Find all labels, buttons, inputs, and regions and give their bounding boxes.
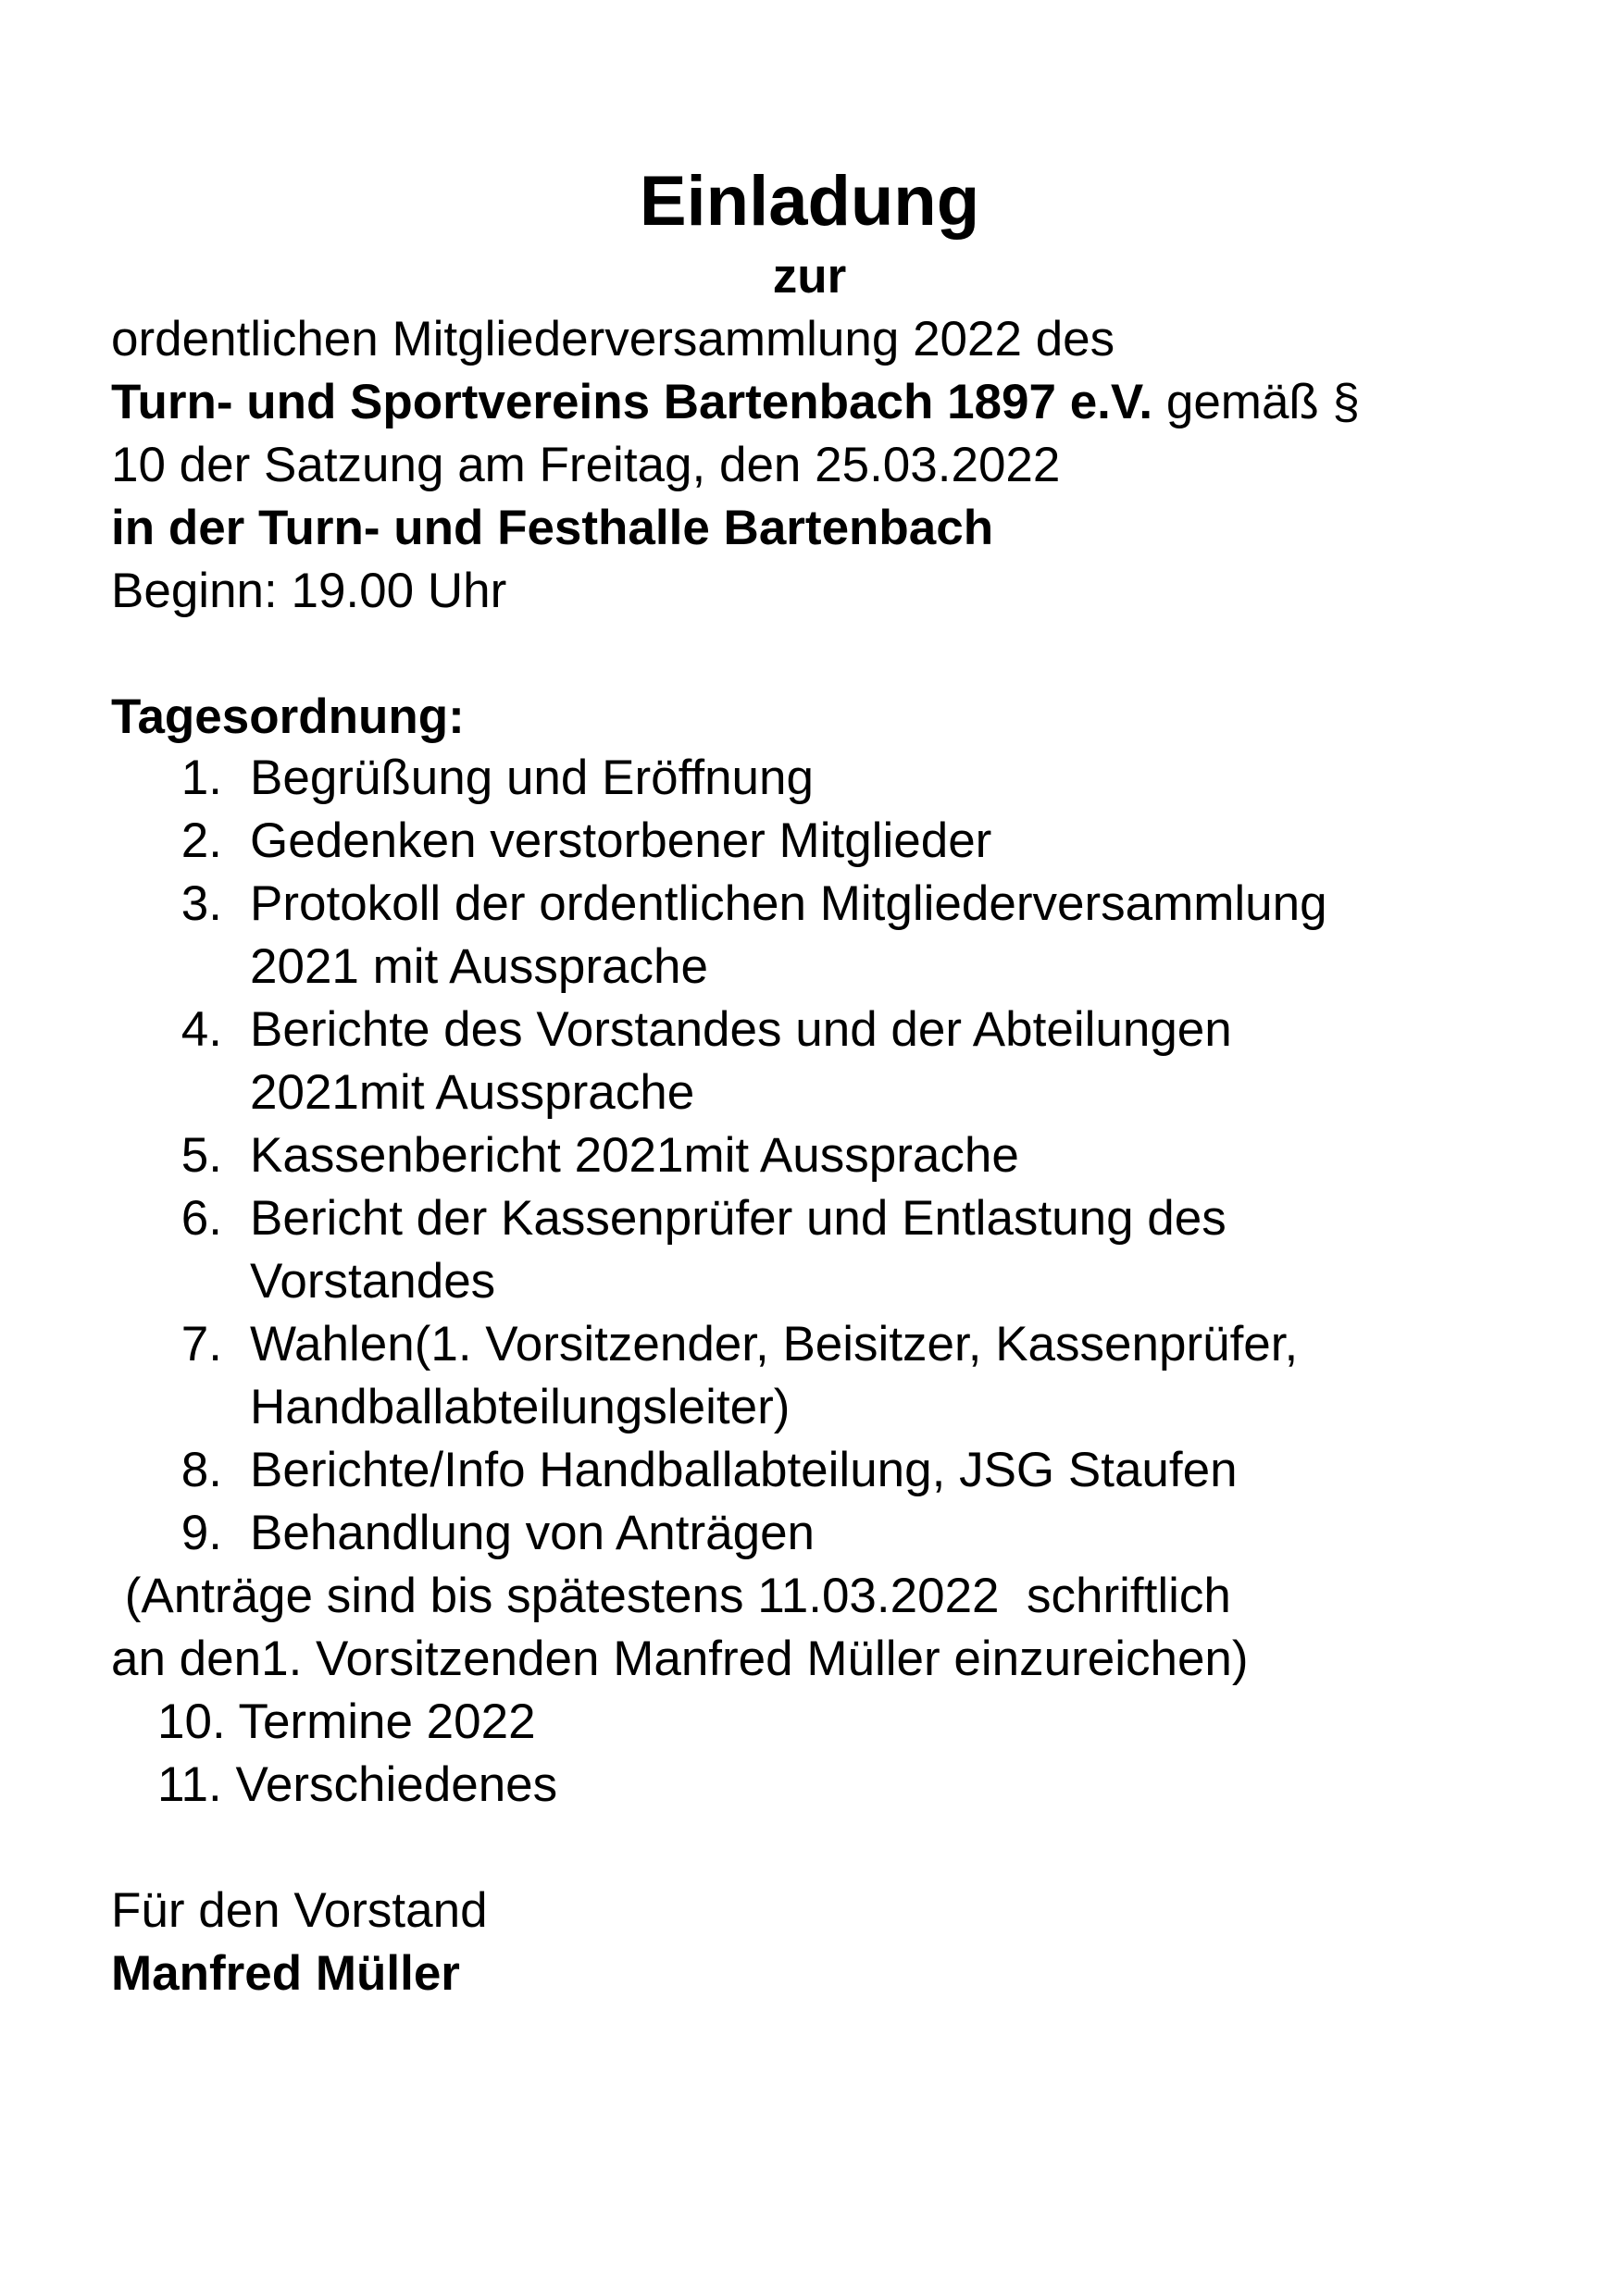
agenda-item-text-cont: Handballabteilungsleiter): [250, 1380, 791, 1434]
agenda-item-text: Kassenbericht 2021mit Aussprache: [250, 1128, 1019, 1183]
intro-line-2: [111, 375, 1361, 429]
agenda-item-number: 6.: [181, 1191, 222, 1246]
intro-line-1: ordentlichen Mitgliederversammlung 2022 des: [111, 312, 1115, 366]
agenda-item-number: 9.: [181, 1506, 222, 1560]
agenda-item-number: 4.: [181, 1002, 222, 1057]
agenda-item-text: Berichte/Info Handballabteilung, JSG Staufen: [250, 1443, 1238, 1497]
venue-line: in der Turn- und Festhalle Bartenbach: [111, 501, 994, 555]
agenda-item-number: 1.: [181, 751, 222, 805]
agenda-item-text-cont: 2021 mit Aussprache: [250, 939, 708, 994]
agenda-item-number: 3.: [181, 876, 222, 931]
agenda-item-number: 7.: [181, 1317, 222, 1371]
signature-name: Manfred Müller: [111, 1946, 460, 2001]
agenda-item-text-cont: Vorstandes: [250, 1254, 496, 1309]
agenda-item-text: Begrüßung und Eröffnung: [250, 751, 814, 805]
agenda-item-text: Berichte des Vorstandes und der Abteilungen: [250, 1002, 1232, 1057]
intro-line-3: 10 der Satzung am Freitag, den 25.03.2022: [111, 438, 1061, 492]
start-time-line: Beginn: 19.00 Uhr: [111, 564, 507, 618]
agenda-heading: Tagesordnung:: [111, 689, 465, 744]
agenda-item-10: 10. Termine 2022: [157, 1694, 536, 1749]
agenda-item-text: Wahlen(1. Vorsitzender, Beisitzer, Kassenprüfer,: [250, 1317, 1299, 1371]
agenda-item-text: Bericht der Kassenprüfer und Entlastung des: [250, 1191, 1227, 1246]
document-title: Einladung: [639, 162, 980, 241]
agenda-item-text-cont: 2021mit Aussprache: [250, 1065, 695, 1120]
agenda-item-text: Protokoll der ordentlichen Mitgliederversammlung: [250, 876, 1327, 931]
agenda-item-number: 2.: [181, 813, 222, 868]
intro-line-2-rest: gemäß §: [1152, 375, 1361, 429]
agenda-item-text: Behandlung von Anträgen: [250, 1506, 816, 1560]
agenda-item-number: 5.: [181, 1128, 222, 1183]
agenda-item-number: 8.: [181, 1443, 222, 1497]
closing-line: Für den Vorstand: [111, 1883, 488, 1938]
agenda-item-text: Gedenken verstorbener Mitglieder: [250, 813, 992, 868]
club-name: Turn- und Sportvereins Bartenbach 1897 e.V.: [111, 375, 1153, 429]
motions-note-line-2: an den1. Vorsitzenden Manfred Müller einzureichen): [111, 1632, 1249, 1686]
document-subtitle: zur: [772, 249, 847, 304]
motions-note-line-1: (Anträge sind bis spätestens 11.03.2022 schriftlich: [111, 1569, 1231, 1623]
agenda-item-11: 11. Verschiedenes: [157, 1757, 558, 1812]
